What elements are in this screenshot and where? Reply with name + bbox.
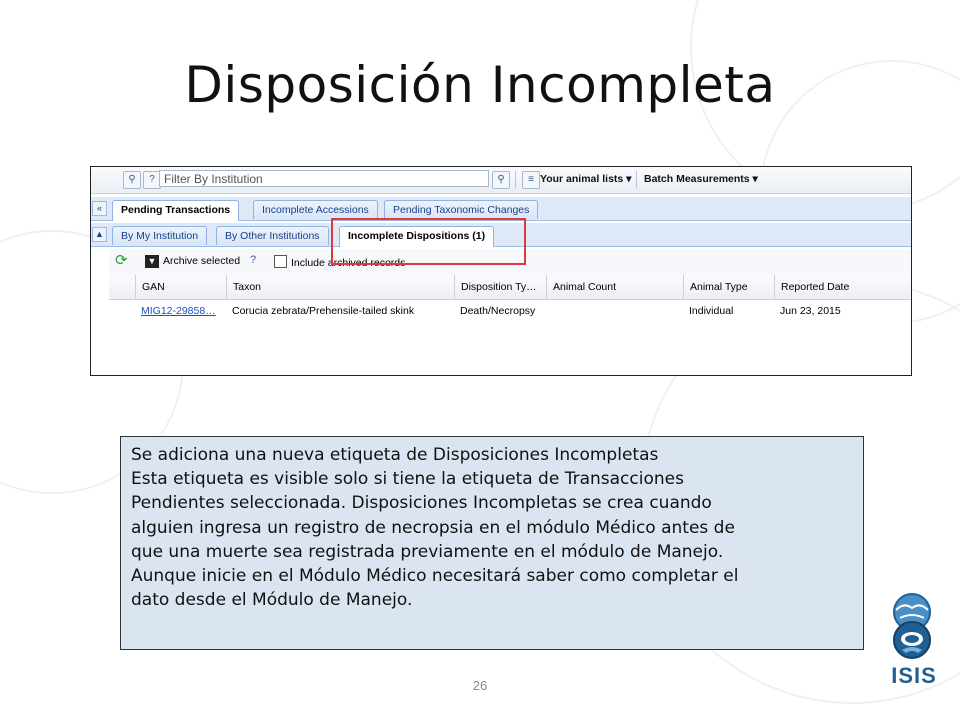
disposition-type-cell: Death/Necropsy	[460, 305, 536, 317]
chevron-down-icon: ▾	[752, 173, 758, 185]
filter-by-institution-input[interactable]: Filter By Institution	[159, 170, 489, 187]
include-archived-checkbox[interactable]	[274, 255, 287, 268]
reported-date-cell: Jun 23, 2015	[780, 305, 841, 317]
description-line: dato desde el Módulo de Manejo.	[131, 590, 413, 611]
collapse-up-icon[interactable]: ▲	[92, 227, 107, 242]
animal-lists-label: Your animal lists	[540, 173, 624, 185]
help-icon[interactable]: ?	[250, 254, 257, 266]
toolbar-divider	[515, 171, 516, 188]
app-screenshot	[90, 166, 912, 376]
column-header-gan[interactable]: GAN	[135, 275, 225, 299]
animal-lists-menu[interactable]	[540, 173, 631, 185]
description-box	[120, 436, 864, 650]
slide-title: Disposición Incompleta	[184, 56, 776, 114]
description-line: que una muerte sea registrada previamente en el módulo de Manejo.	[131, 541, 724, 562]
refresh-icon[interactable]: ⟳	[115, 252, 128, 269]
taxon-cell: Corucia zebrata/Prehensile-tailed skink	[232, 305, 415, 317]
description-line: Pendientes seleccionada. Disposiciones Incompletas se crea cuando	[131, 493, 712, 514]
column-header-animal-type[interactable]: Animal Type	[683, 275, 774, 299]
animal-count-cell	[546, 301, 683, 321]
include-archived-label: Include archived records	[291, 257, 406, 269]
highlight-box	[331, 218, 526, 265]
description-line: Esta etiqueta es visible solo si tiene la etiqueta de Transacciones	[131, 469, 684, 490]
collapse-left-icon[interactable]: «	[92, 201, 107, 216]
toolbar	[91, 167, 911, 194]
archive-selected-button[interactable]: Archive selected	[163, 255, 241, 267]
gan-link[interactable]: MIG12-29858…	[141, 305, 216, 317]
toolbar-divider	[636, 171, 637, 188]
chevron-down-icon: ▾	[626, 173, 632, 185]
batch-measurements-menu[interactable]	[644, 173, 758, 185]
column-header-disposition-type[interactable]: Disposition Ty…	[454, 275, 546, 299]
description-line: alguien ingresa un registro de necropsia en el módulo Médico antes de	[131, 517, 735, 538]
tab-incomplete-dispositions[interactable]: Incomplete Dispositions (1)	[339, 226, 494, 247]
isis-logo-text: ISIS	[891, 663, 937, 688]
page-number: 26	[472, 678, 488, 693]
tab-by-my-institution[interactable]: By My Institution	[112, 226, 207, 245]
tab-pending-transactions[interactable]: Pending Transactions	[112, 200, 239, 221]
column-header-reported-date[interactable]: Reported Date	[774, 275, 911, 299]
dispositions-grid	[109, 275, 911, 375]
animal-type-cell: Individual	[689, 305, 734, 317]
description-line: Se adiciona una nueva etiqueta de Disposiciones Incompletas	[131, 445, 659, 465]
batch-measurements-label: Batch Measurements	[644, 173, 750, 185]
tab-by-other-institutions[interactable]: By Other Institutions	[216, 226, 329, 245]
tab-incomplete-accessions[interactable]: Incomplete Accessions	[253, 200, 378, 219]
grid-header	[109, 275, 911, 300]
archive-icon[interactable]: ▼	[145, 255, 159, 268]
description-line: Aunque inicie en el Módulo Médico necesitará saber como completar el	[131, 566, 739, 587]
search-icon[interactable]: ⚲	[123, 171, 141, 189]
tab-pending-taxonomic-changes[interactable]: Pending Taxonomic Changes	[384, 200, 538, 219]
search-icon[interactable]: ⚲	[492, 171, 510, 189]
list-icon[interactable]: ≡	[522, 171, 540, 189]
column-header-taxon[interactable]: Taxon	[226, 275, 454, 299]
help-icon[interactable]: ?	[143, 171, 161, 189]
column-header-animal-count[interactable]: Animal Count	[546, 275, 683, 299]
